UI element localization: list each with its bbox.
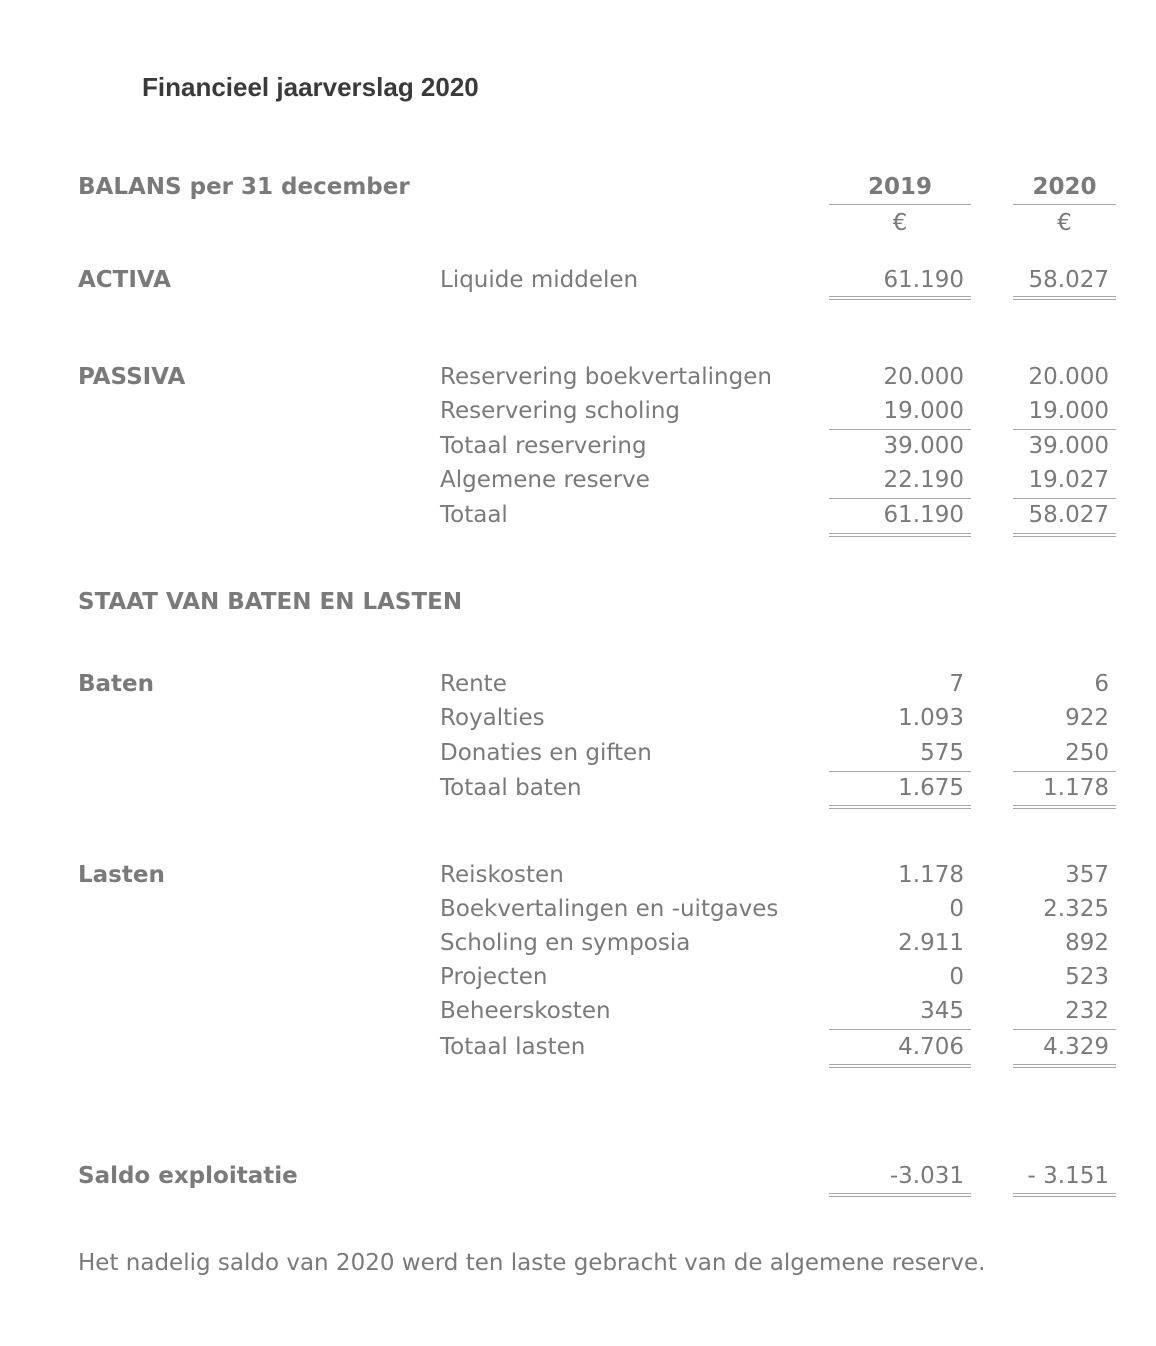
page-title: Financieel jaarverslag 2020 (142, 72, 479, 102)
row-label: Royalties (440, 705, 545, 731)
double-rule (829, 805, 971, 809)
double-rule (1013, 805, 1116, 809)
row-label: Donaties en giften (440, 740, 652, 766)
subtotal-rule (1013, 1029, 1116, 1030)
passiva-heading: PASSIVA (78, 364, 186, 390)
double-rule (829, 1064, 971, 1068)
value-2020: 357 (1065, 862, 1109, 888)
value-2020: 232 (1065, 998, 1109, 1024)
value-2020: 4.329 (1043, 1034, 1109, 1060)
value-2020: 58.027 (1028, 502, 1109, 528)
value-2019: 345 (920, 998, 964, 1024)
year-2019-header: 2019 (867, 174, 932, 200)
saldo-2020: - 3.151 (1027, 1163, 1109, 1189)
value-2020: 2.325 (1043, 896, 1109, 922)
row-label: Totaal (440, 502, 508, 528)
year-2020-header: 2020 (1032, 174, 1097, 200)
value-2020: 6 (1094, 671, 1109, 697)
header-rule-2019 (829, 204, 971, 205)
value-2020: 19.027 (1028, 467, 1109, 493)
row-label: Algemene reserve (440, 467, 650, 493)
value-2020: 922 (1065, 705, 1109, 731)
subtotal-rule (829, 429, 971, 430)
row-label: Reservering scholing (440, 398, 681, 424)
lasten-heading: Lasten (78, 862, 165, 888)
row-label: Projecten (440, 964, 548, 990)
value-2019: 7 (949, 671, 964, 697)
value-2020: 892 (1065, 930, 1109, 956)
subtotal-rule (829, 498, 971, 499)
staat-heading: STAAT VAN BATEN EN LASTEN (78, 589, 463, 615)
row-label: Reiskosten (440, 862, 564, 888)
row-label: Boekvertalingen en -uitgaves (440, 896, 779, 922)
currency-2020: € (1057, 210, 1072, 236)
value-2019: 22.190 (883, 467, 964, 493)
subtotal-rule (1013, 498, 1116, 499)
row-label: Reservering boekvertalingen (440, 364, 772, 390)
value-2020: 19.000 (1028, 398, 1109, 424)
value-2019: 2.911 (898, 930, 964, 956)
footer-note: Het nadelig saldo van 2020 werd ten laste gebracht van de algemene reserve. (78, 1250, 986, 1276)
value-2020: 1.178 (1043, 775, 1109, 801)
value-2019: 1.675 (898, 775, 964, 801)
value-2019: 1.093 (898, 705, 964, 731)
double-rule (829, 1193, 971, 1197)
saldo-2019: -3.031 (889, 1163, 964, 1189)
currency-2019: € (892, 210, 908, 236)
row-label: Totaal baten (440, 775, 582, 801)
value-2019: 61.190 (883, 502, 964, 528)
value-2019: 0 (949, 964, 964, 990)
double-rule (829, 296, 971, 300)
row-label: Scholing en symposia (440, 930, 691, 956)
header-rule-2020 (1013, 204, 1116, 205)
value-2020: 523 (1065, 964, 1109, 990)
value-2019: 20.000 (883, 364, 964, 390)
double-rule (829, 533, 971, 537)
activa-heading: ACTIVA (78, 267, 171, 293)
saldo-heading: Saldo exploitatie (78, 1163, 298, 1189)
row-label: Beheerskosten (440, 998, 611, 1024)
row-label: Totaal lasten (440, 1034, 586, 1060)
value-2019: 19.000 (883, 398, 964, 424)
value-2019: 4.706 (898, 1034, 964, 1060)
value-2020: 250 (1065, 740, 1109, 766)
value-2019: 1.178 (898, 862, 964, 888)
double-rule (1013, 533, 1116, 537)
double-rule (1013, 1193, 1116, 1197)
value-2019: 61.190 (883, 267, 964, 293)
value-2019: 39.000 (883, 433, 964, 459)
subtotal-rule (829, 1029, 971, 1030)
value-2020: 20.000 (1028, 364, 1109, 390)
row-label: Liquide middelen (440, 267, 639, 293)
row-label: Totaal reservering (440, 433, 647, 459)
value-2020: 58.027 (1028, 267, 1109, 293)
subtotal-rule (1013, 771, 1116, 772)
value-2019: 575 (920, 740, 964, 766)
double-rule (1013, 1064, 1116, 1068)
balans-heading: BALANS per 31 december (78, 174, 410, 200)
row-label: Rente (440, 671, 507, 697)
value-2020: 39.000 (1028, 433, 1109, 459)
double-rule (1013, 296, 1116, 300)
subtotal-rule (1013, 429, 1116, 430)
baten-heading: Baten (78, 671, 155, 697)
value-2019: 0 (949, 896, 964, 922)
subtotal-rule (829, 771, 971, 772)
